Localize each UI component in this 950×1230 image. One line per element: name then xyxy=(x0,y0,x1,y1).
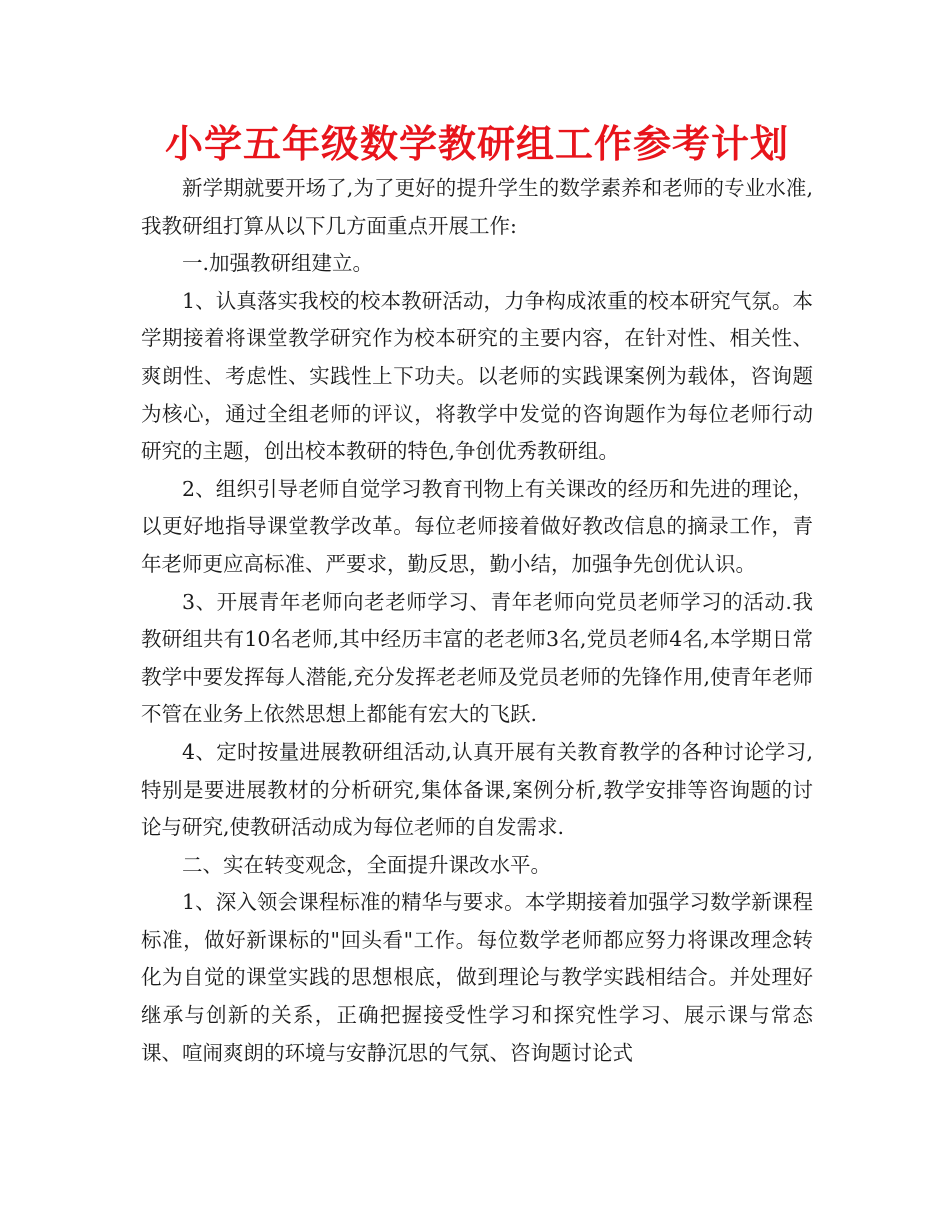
document-page xyxy=(141,118,813,1072)
paragraph-2-1: 1、深入领会课程标准的精华与要求。本学期接着加强学习数学新课程标准，做好新课标的"回头看"工作。每位数学老师都应努力将课改理念转化为自觉的课堂实践的思想根底，做到理论与教学实践相结合。并处理好继承与创新的关系，正确把握接受性学习和探究性学习、展示课与常态课、喧闹爽朗的环境与安静沉思的气氛、咨询题讨论式 xyxy=(141,890,813,1065)
paragraph-1-3: 3、开展青年老师向老老师学习、青年老师向党员老师学习的活动.我教研组共有10名老师,其中经历丰富的老老师3名,党员老师4名,本学期日常教学中要发挥每人潜能,充分发挥老老师及党员老师的先锋作用,使青年老师不管在业务上依然思想上都能有宏大的飞跃. xyxy=(141,589,813,727)
document-title: 小学五年级数学教研组工作参考计划 xyxy=(164,122,789,166)
section-heading-1: 一.加强教研组建立。 xyxy=(182,251,374,276)
section-heading-2: 二、实在转变观念，全面提升课改水平。 xyxy=(182,852,551,877)
paragraph-intro: 新学期就要开场了,为了更好的提升学生的数学素养和老师的专业水准,我教研组打算从以下几方面重点开展工作: xyxy=(141,176,813,238)
paragraph-1-4: 4、定时按量进展教研组活动,认真开展有关教育教学的各种讨论学习,特别是要进展教材的分析研究,集体备课,案例分析,教学安排等咨询题的讨论与研究,使教研活动成为每位老师的自发需求. xyxy=(141,739,813,840)
paragraph-1-1: 1、认真落实我校的校本教研活动，力争构成浓重的校本研究气氛。本学期接着将课堂教学研究作为校本研究的主要内容，在针对性、相关性、爽朗性、考虑性、实践性上下功夫。以老师的实践课案例为载体，咨询题为核心，通过全组老师的评议，将教学中发觉的咨询题作为每位老师行动研究的主题，创出校本教研的特色,争创优秀教研组。 xyxy=(141,288,813,464)
document-body xyxy=(141,170,813,1072)
paragraph-1-2: 2、组织引导老师自觉学习教育刊物上有关课改的经历和先进的理论，以更好地指导课堂教学改革。每位老师接着做好教改信息的摘录工作，青年老师更应高标准、严要求，勤反思，勤小结，加强争先创优认识。 xyxy=(141,476,813,576)
